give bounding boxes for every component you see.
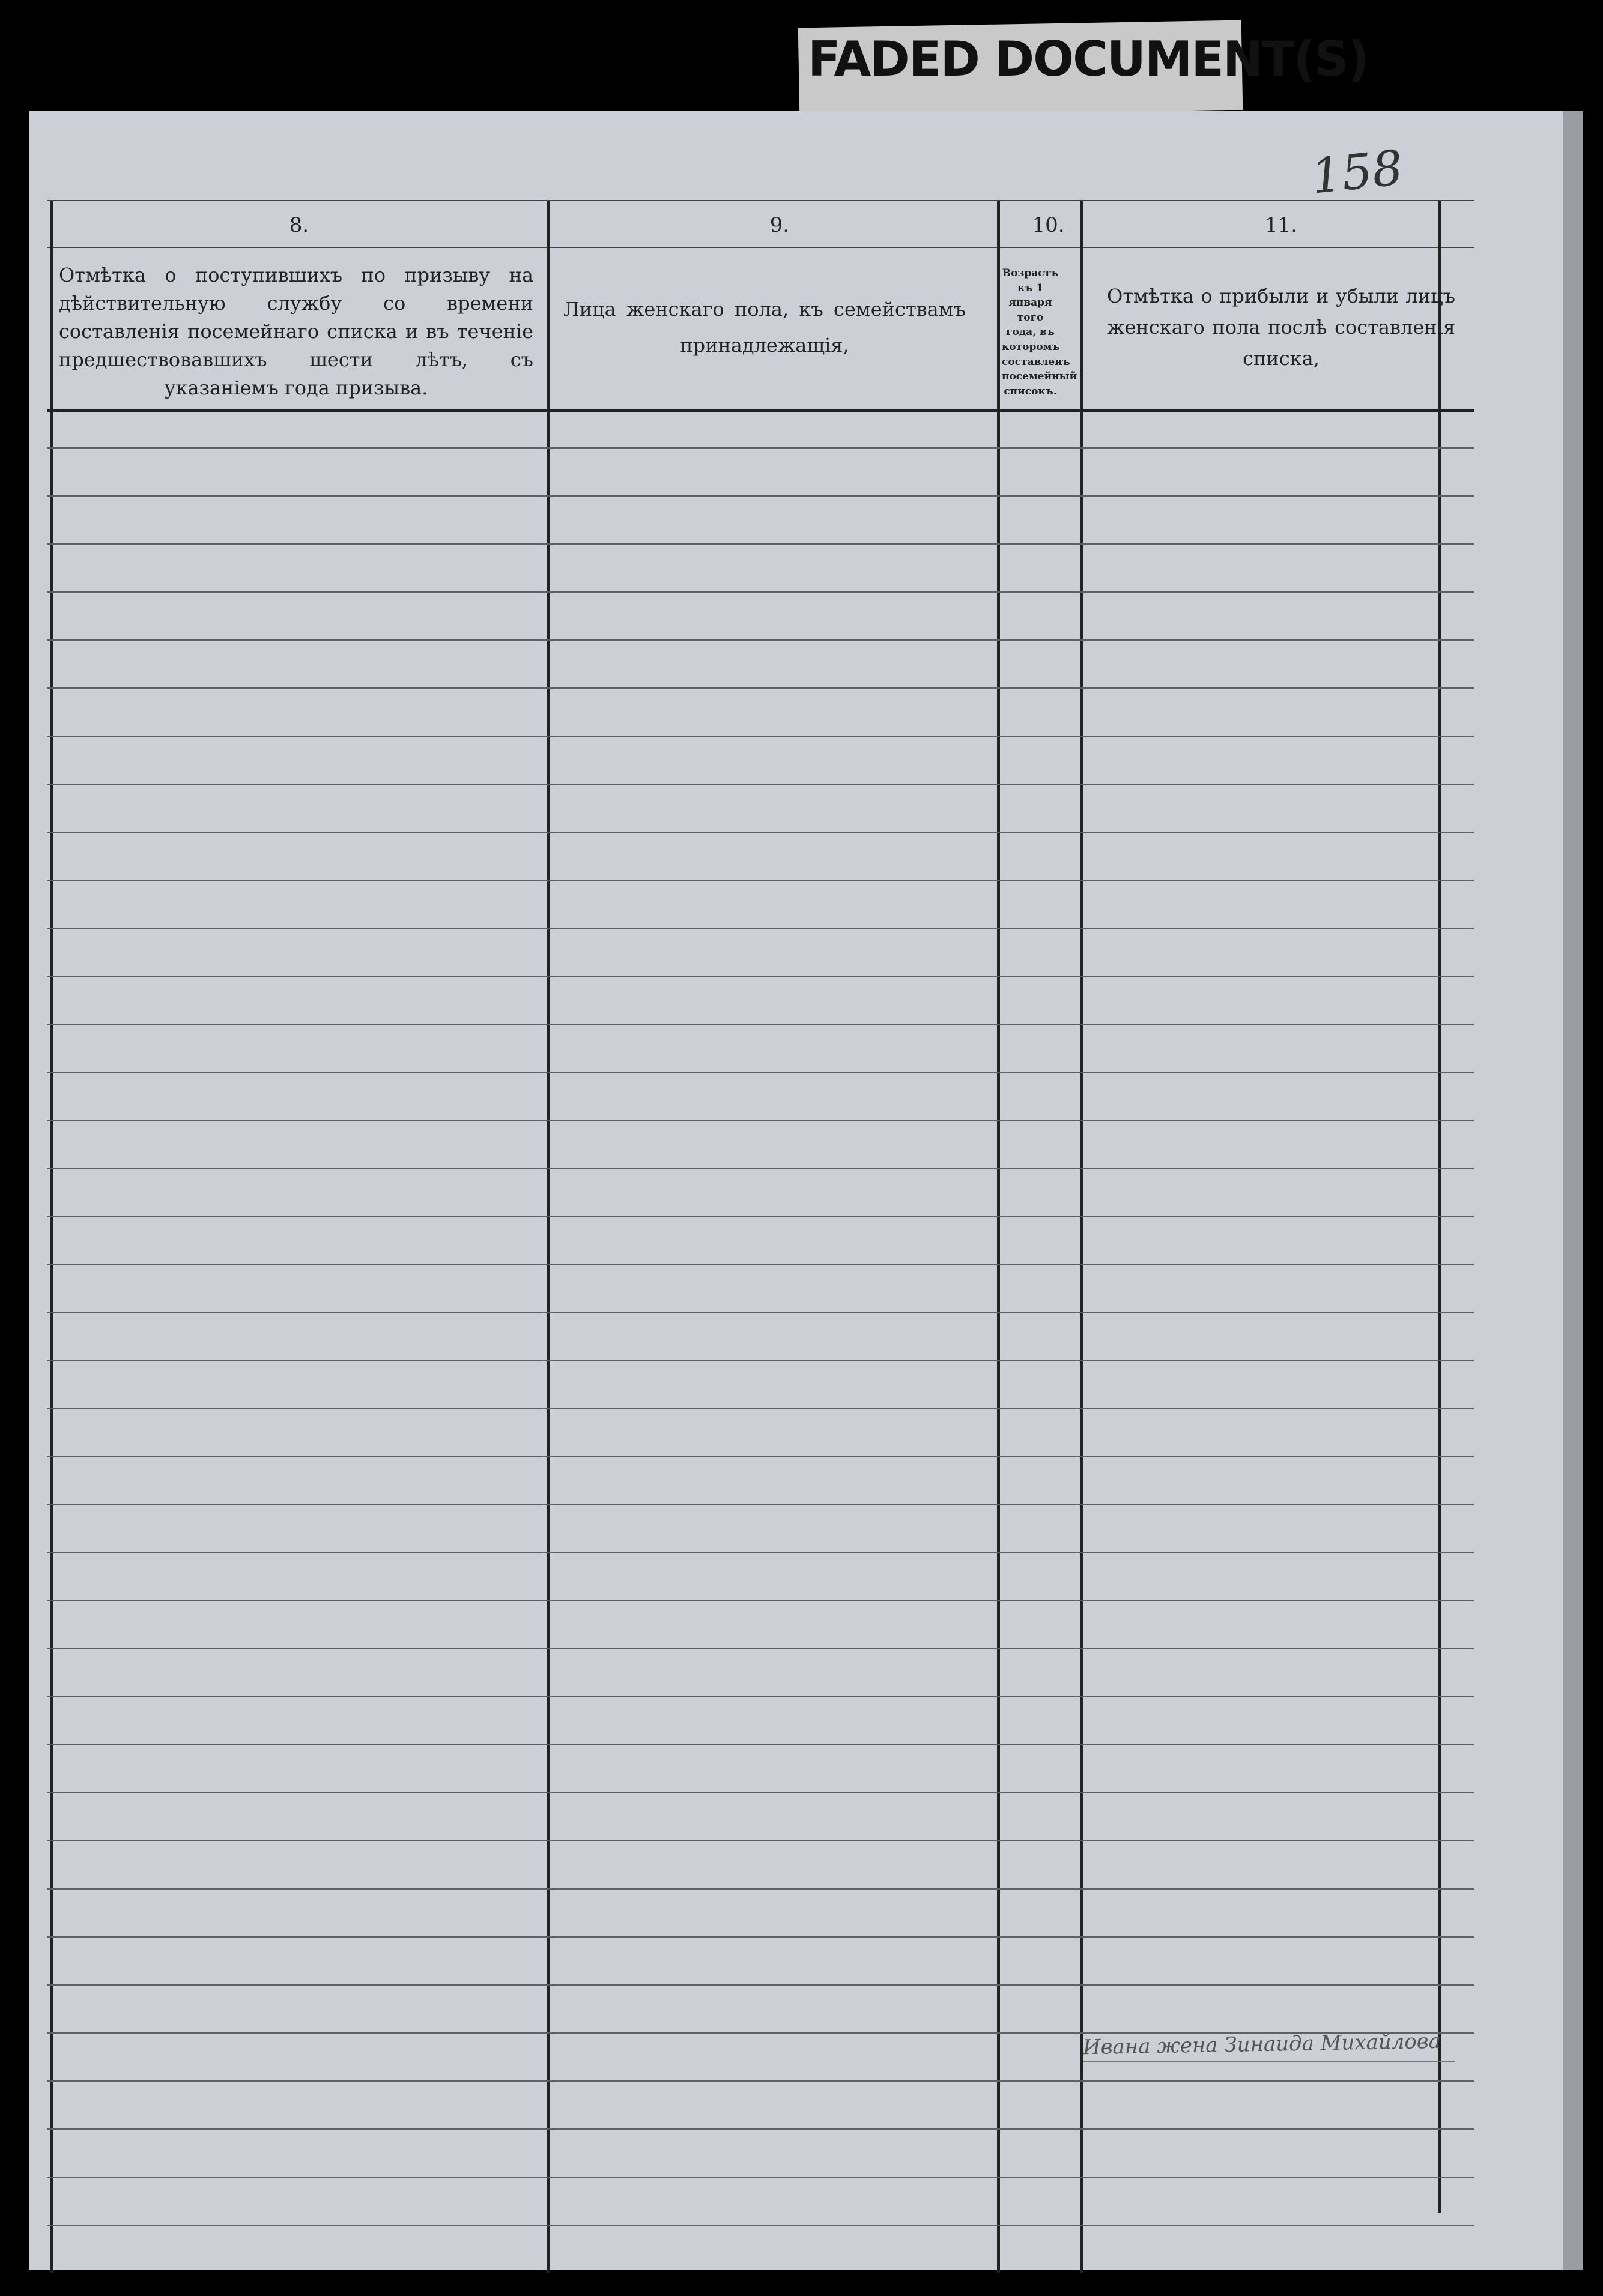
- ruled-line: [47, 1984, 1474, 1986]
- ruled-line: [47, 1264, 1474, 1265]
- column-11-header: Отмѣтка о прибыли и убыли лицъ женскаго пола послѣ составленія списка,: [1107, 285, 1455, 370]
- ruled-line: [47, 1792, 1474, 1793]
- column-11-number: 11.: [1264, 213, 1298, 237]
- handwritten-entry-underline: [1083, 2061, 1455, 2062]
- ruled-line: [47, 1600, 1474, 1601]
- column-8-header: Отмѣтка о поступившихъ по призыву на дѣйствительную службу со времени составленія посемейнаго списка и въ теченіе предшествовавшихъ шести лѣтъ, съ указаніемъ года призыва.: [59, 264, 533, 399]
- ruled-line: [47, 639, 1474, 641]
- ruled-line: [47, 736, 1474, 737]
- ruled-line: [47, 1648, 1474, 1649]
- ruled-line: [47, 2177, 1474, 2178]
- ruled-line: [47, 1312, 1474, 1313]
- column-8-number: 8.: [289, 213, 309, 237]
- archive-stamp-label: FADED DOCUMENT(S): [808, 31, 1369, 87]
- ruled-line: [47, 447, 1474, 449]
- ruled-line: [47, 1216, 1474, 1217]
- ruled-line: [47, 2128, 1474, 2130]
- ruled-line: [47, 591, 1474, 593]
- column-line-9-10: [997, 201, 1000, 2273]
- column-line-right: [1438, 201, 1441, 2213]
- header-bottom-border: [47, 409, 1474, 412]
- ruled-line: [47, 543, 1474, 545]
- ruled-line: [47, 928, 1474, 929]
- ruled-line: [47, 880, 1474, 881]
- ruled-line: [47, 1840, 1474, 1841]
- ruled-line: [47, 976, 1474, 977]
- ruled-line: [47, 832, 1474, 833]
- ruled-line: [47, 1072, 1474, 1073]
- header-number-divider: [47, 247, 1474, 248]
- ruled-line: [47, 1360, 1474, 1361]
- folio-number: 158: [1308, 139, 1406, 205]
- column-9-header: Лица женскаго пола, къ семействамъ принадлежащія,: [563, 298, 966, 357]
- ruled-line: [47, 1936, 1474, 1938]
- ruled-line: [47, 1456, 1474, 1457]
- handwritten-entry: Ивана жена Зинаида Михайлова: [1082, 2029, 1441, 2060]
- ruled-line: [47, 1552, 1474, 1553]
- column-line-left: [50, 201, 53, 2273]
- ruled-line: [47, 2225, 1474, 2226]
- ruled-line: [47, 784, 1474, 785]
- ruled-line: [47, 1120, 1474, 1121]
- ruled-line: [47, 1696, 1474, 1697]
- page-edge-shadow: [1563, 111, 1583, 2270]
- ruled-line: [47, 1408, 1474, 1409]
- column-9-number: 9.: [769, 213, 790, 237]
- ruled-line: [47, 495, 1474, 497]
- column-10-number: 10.: [1032, 213, 1065, 237]
- ruled-line: [47, 687, 1474, 689]
- ruled-line: [47, 1168, 1474, 1169]
- ruled-line: [47, 1024, 1474, 1025]
- ruled-line: [47, 1888, 1474, 1890]
- header-top-border: [47, 200, 1474, 201]
- ruled-line: [47, 1504, 1474, 1505]
- column-line-8-9: [547, 201, 550, 2273]
- column-line-10-11: [1080, 201, 1083, 2273]
- column-10-header: Возрастъ къ 1 января того года, въ которомъ составленъ посемейный списокъ.: [1002, 267, 1077, 397]
- register-page: [29, 111, 1583, 2270]
- ruled-line: [47, 1744, 1474, 1745]
- ruled-line: [47, 2080, 1474, 2082]
